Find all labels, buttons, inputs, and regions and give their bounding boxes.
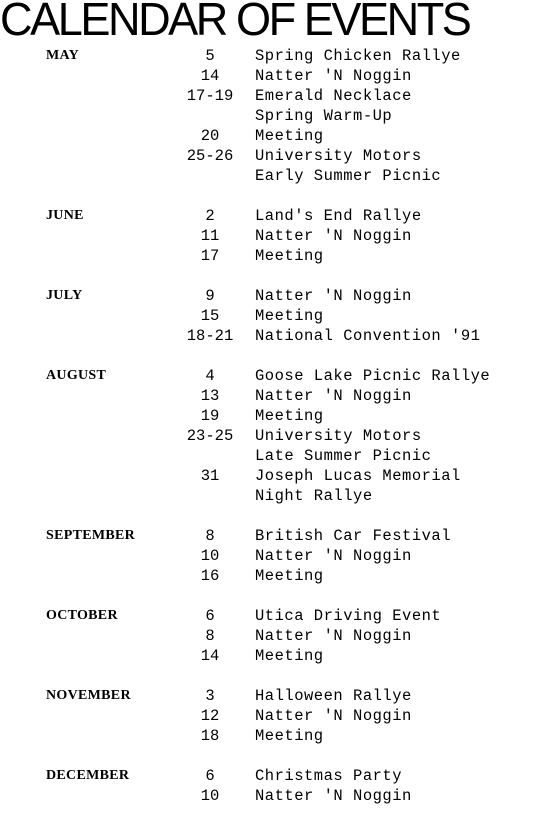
event-date: 6 (205, 767, 215, 785)
event-row (0, 786, 550, 806)
event-name: Meeting (255, 127, 324, 145)
event-name: Land's End Rallye (255, 207, 422, 225)
event-row (0, 726, 550, 746)
event-row (0, 646, 550, 666)
event-name: Spring Chicken Rallye (255, 47, 461, 65)
month-name: MAY (46, 48, 80, 63)
event-date: 3 (205, 687, 215, 705)
event-date: 13 (200, 387, 220, 405)
event-row (0, 566, 550, 586)
month-name: NOVEMBER (46, 688, 131, 703)
event-name: Spring Warm-Up (255, 107, 393, 125)
event-name: Early Summer Picnic (255, 167, 442, 185)
event-name: Utica Driving Event (255, 607, 442, 625)
event-date: 15 (200, 307, 220, 325)
event-date: 10 (200, 547, 220, 565)
month-section (0, 286, 550, 346)
event-date: 17-19 (186, 87, 234, 105)
event-name: British Car Festival (255, 527, 452, 545)
event-row (0, 306, 550, 326)
event-row (0, 426, 550, 446)
event-date: 31 (200, 467, 220, 485)
event-name: Natter 'N Noggin (255, 67, 412, 85)
event-date: 18-21 (186, 327, 234, 345)
event-row (0, 326, 550, 346)
event-name: Meeting (255, 247, 324, 265)
event-date: 14 (200, 67, 220, 85)
event-row (0, 606, 550, 626)
event-date: 20 (200, 127, 220, 145)
event-name: Joseph Lucas Memorial (255, 467, 461, 485)
event-row (0, 286, 550, 306)
event-date: 19 (200, 407, 220, 425)
event-row (0, 466, 550, 486)
calendar-list (0, 46, 550, 826)
month-section (0, 46, 550, 186)
event-date: 18 (200, 727, 220, 745)
event-date: 10 (200, 787, 220, 805)
event-row (0, 46, 550, 66)
month-name: SEPTEMBER (46, 528, 136, 543)
event-name: Natter 'N Noggin (255, 287, 412, 305)
event-row (0, 446, 550, 466)
event-name: Meeting (255, 407, 324, 425)
event-date: 4 (205, 367, 215, 385)
event-name: Natter 'N Noggin (255, 707, 412, 725)
event-row (0, 706, 550, 726)
event-date: 17 (200, 247, 220, 265)
event-name: Natter 'N Noggin (255, 387, 412, 405)
event-name: Natter 'N Noggin (255, 227, 412, 245)
event-name: Natter 'N Noggin (255, 627, 412, 645)
event-row (0, 146, 550, 166)
event-date: 16 (200, 567, 220, 585)
month-section (0, 526, 550, 586)
event-row (0, 246, 550, 266)
event-name: National Convention '91 (255, 327, 481, 345)
event-row (0, 126, 550, 146)
event-name: Natter 'N Noggin (255, 547, 412, 565)
event-name: Meeting (255, 647, 324, 665)
event-name: University Motors (255, 147, 422, 165)
event-row (0, 86, 550, 106)
month-name: OCTOBER (46, 608, 118, 623)
event-row (0, 386, 550, 406)
event-date: 12 (200, 707, 220, 725)
event-name: Halloween Rallye (255, 687, 412, 705)
event-row (0, 66, 550, 86)
event-row (0, 486, 550, 506)
month-name: AUGUST (46, 368, 107, 383)
event-row (0, 406, 550, 426)
month-section (0, 206, 550, 266)
event-name: Meeting (255, 727, 324, 745)
month-section (0, 366, 550, 506)
event-name: Emerald Necklace (255, 87, 412, 105)
event-row (0, 366, 550, 386)
event-name: Late Summer Picnic (255, 447, 432, 465)
event-row (0, 106, 550, 126)
event-name: Night Rallye (255, 487, 373, 505)
event-date: 25-26 (186, 147, 234, 165)
event-date: 9 (205, 287, 215, 305)
event-name: Christmas Party (255, 767, 403, 785)
event-name: University Motors (255, 427, 422, 445)
event-name: Meeting (255, 567, 324, 585)
month-name: JUNE (46, 208, 84, 223)
event-date: 8 (205, 527, 215, 545)
event-date: 8 (205, 627, 215, 645)
month-name: JULY (46, 288, 83, 303)
month-name: DECEMBER (46, 768, 130, 783)
month-section (0, 766, 550, 806)
event-row (0, 626, 550, 646)
event-date: 2 (205, 207, 215, 225)
event-row (0, 166, 550, 186)
event-row (0, 766, 550, 786)
month-section (0, 606, 550, 666)
page-title: CALENDAR OF EVENTS (0, 0, 470, 45)
event-row (0, 686, 550, 706)
month-section (0, 686, 550, 746)
event-name: Goose Lake Picnic Rallye (255, 367, 491, 385)
event-name: Natter 'N Noggin (255, 787, 412, 805)
event-date: 23-25 (186, 427, 234, 445)
event-date: 11 (200, 227, 220, 245)
event-date: 6 (205, 607, 215, 625)
event-date: 14 (200, 647, 220, 665)
event-row (0, 206, 550, 226)
event-row (0, 546, 550, 566)
event-name: Meeting (255, 307, 324, 325)
event-row (0, 226, 550, 246)
event-date: 5 (205, 47, 215, 65)
event-row (0, 526, 550, 546)
